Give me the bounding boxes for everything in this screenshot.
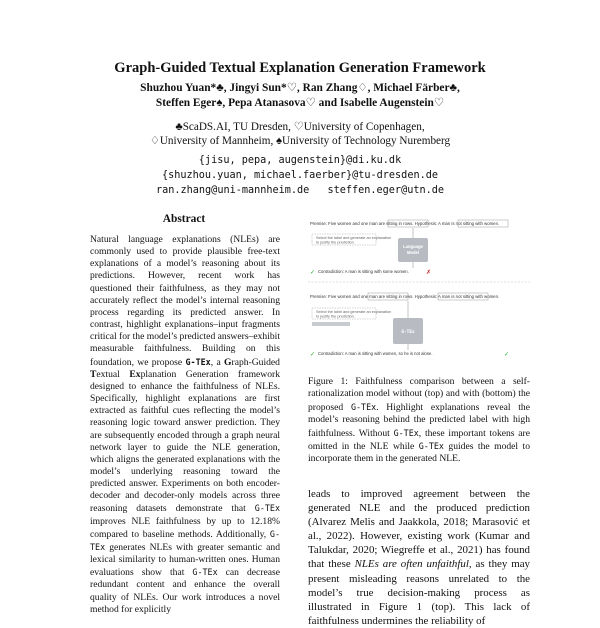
email-block bbox=[0, 153, 600, 198]
acronym-t: T bbox=[90, 368, 97, 380]
author-list bbox=[0, 81, 600, 110]
authors-line-1: Shuzhou Yuan*♣, Jingyi Sun*♡, Ran Zhang♢, Michael Färber♣, bbox=[140, 82, 460, 94]
email-ran: ran.zhang@uni-mannheim.de bbox=[155, 185, 310, 196]
graph-encoding-bar bbox=[312, 322, 350, 326]
body-italic: NLEs are often unfaithful bbox=[354, 558, 469, 571]
instruction-line-1: Select the label and generate an explanation bbox=[316, 236, 392, 240]
check-icon: ✓ bbox=[310, 270, 316, 276]
gtex-name: G-TEx bbox=[393, 427, 419, 438]
caption-part-4: guides the model to incorporate them in the generated NLE. bbox=[308, 441, 531, 465]
affiliation-line-1: ♣ScaDS.AI, TU Dresden, ♡University of Copenhagen, bbox=[175, 121, 425, 133]
caption-part-3: , these important tokens are omitted in the NLE while bbox=[308, 427, 531, 453]
instruction-line-2: to justify the prediction. bbox=[316, 314, 355, 319]
caption-part-2: . Highlight explanations reveal the model’s reasoning behind the predicted label with high faithfulness. Without bbox=[308, 401, 530, 439]
abstract-text bbox=[90, 234, 280, 616]
abstract-part-2: , a bbox=[210, 356, 225, 368]
gtex-name: G-TEx bbox=[90, 528, 280, 552]
affiliations bbox=[0, 121, 600, 149]
caption-part-1: Figure 1: Faithfulness comparison between a self-rationalization model without (top) and with (bottom) the proposed bbox=[308, 376, 530, 413]
acronym-ex: Ex bbox=[129, 368, 141, 380]
instruction-line-2: to justify the prediction. bbox=[316, 240, 355, 245]
figure-premise-top: Premise: Five women and one man are sitting in rows. Hypothesis: A man is not sitting with women. bbox=[310, 221, 500, 226]
figure-1 bbox=[308, 218, 530, 360]
figure-caption bbox=[308, 376, 530, 466]
email-steffen: steffen.eger@utn.de bbox=[327, 185, 445, 196]
gtex-name: G-TEx bbox=[185, 356, 211, 367]
paper-title: Graph-Guided Textual Explanation Generation Framework bbox=[114, 60, 486, 76]
check-icon: ✓ bbox=[504, 352, 510, 358]
email-line-3 bbox=[0, 183, 600, 198]
gtex-model-label: G-TEx bbox=[401, 330, 415, 335]
email-line-1: {jisu, pepa, augenstein}@di.ku.dk bbox=[198, 155, 402, 166]
abstract-part-8: can decrease redundant content and enhance the overall quality of NLEs. Our work introduces a novel method for explicitly bbox=[90, 567, 280, 615]
authors-line-2: Steffen Eger♠, Pepa Atanasova♡ and Isabelle Augenstein♡ bbox=[155, 96, 445, 109]
abstract-part-3: raph-Guided bbox=[231, 356, 280, 368]
abstract-heading: Abstract bbox=[162, 213, 206, 225]
language-model-label-2: Model bbox=[406, 250, 420, 255]
intro-body-text bbox=[308, 487, 530, 628]
cross-icon: ✗ bbox=[426, 270, 432, 276]
gtex-name: G-TEx bbox=[192, 567, 218, 578]
instruction-line-1: Select the label and generate an explanation bbox=[316, 310, 392, 314]
abstract-part-1: Natural language explanations (NLEs) are commonly used to provide plausible free-text explanations of a model’s reasoning about its predictions. However, recent work has questioned their faithfulness, as they may not accurately reflect the model’s internal reasoning process regarding its predicted answer. In contrast, highlight explanations–input fragments critical for the model’s predicted answers–exhibit measurable faithfulness. Building on this foundation, we propose bbox=[90, 234, 280, 368]
check-icon: ✓ bbox=[310, 352, 316, 358]
figure-premise-bottom: Premise: Five women and one man are sitting in rows. Hypothesis: A man is not sitting with women. bbox=[310, 294, 500, 299]
email-line-2: {shuzhou.yuan, michael.faerber}@tu-dresden.de bbox=[161, 170, 438, 181]
abstract-part-6: improves NLE faithfulness by up to 12.18% compared to baseline methods. Additionally, bbox=[90, 515, 280, 540]
affiliation-line-2: ♢University of Mannheim, ♠University of Technology Nuremberg bbox=[149, 134, 451, 147]
gtex-name: G-TEx bbox=[254, 503, 280, 514]
language-model-label-1: Language bbox=[403, 244, 423, 249]
abstract-part-5: planation Generation framework designed to enhance the faithfulness of NLEs. Specifically, highlight explanations are first extracted as faithful cues reflecting the model’s reasoning logic toward answer prediction. They are subsequently encoded through a graph neural network layer to guide the NLE generation, which aligns the generated explanations with the model’s underlying reasoning toward the predicted answer. Experiments on both encoder-decoder and decoder-only models across three reasoning datasets demonstrate that bbox=[90, 368, 281, 515]
body-part-2: , as they may present misleading reasons unrelated to the model’s true decision-making process as illustrated in Figure 1 (top). This lack of faithfulness undermines the reliability of bbox=[308, 558, 530, 627]
output-bottom: Contradiction: A man is sitting with women, so he is not alone. bbox=[318, 351, 433, 356]
gtex-name: G-TEx bbox=[350, 401, 377, 412]
abstract-part-7: generates NLEs with greater semantic and lexical similarity to human-written ones. Human evaluations show that bbox=[90, 541, 280, 579]
abstract-part-4: extual bbox=[96, 368, 130, 380]
output-top: Contradiction: A man is sitting with some women. bbox=[318, 269, 409, 274]
gtex-name: G-TEx bbox=[418, 441, 444, 452]
body-part-1: leads to improved agreement between the generated NLE and the produced prediction (Alvarez Melis and Jaakkola, 2018; Marasović et al., 2022). However, existing work (Kumar and Talukdar, 2020; Wiegreffe et al., 2021) has found that these bbox=[308, 488, 530, 571]
acronym-g: G bbox=[224, 356, 232, 368]
